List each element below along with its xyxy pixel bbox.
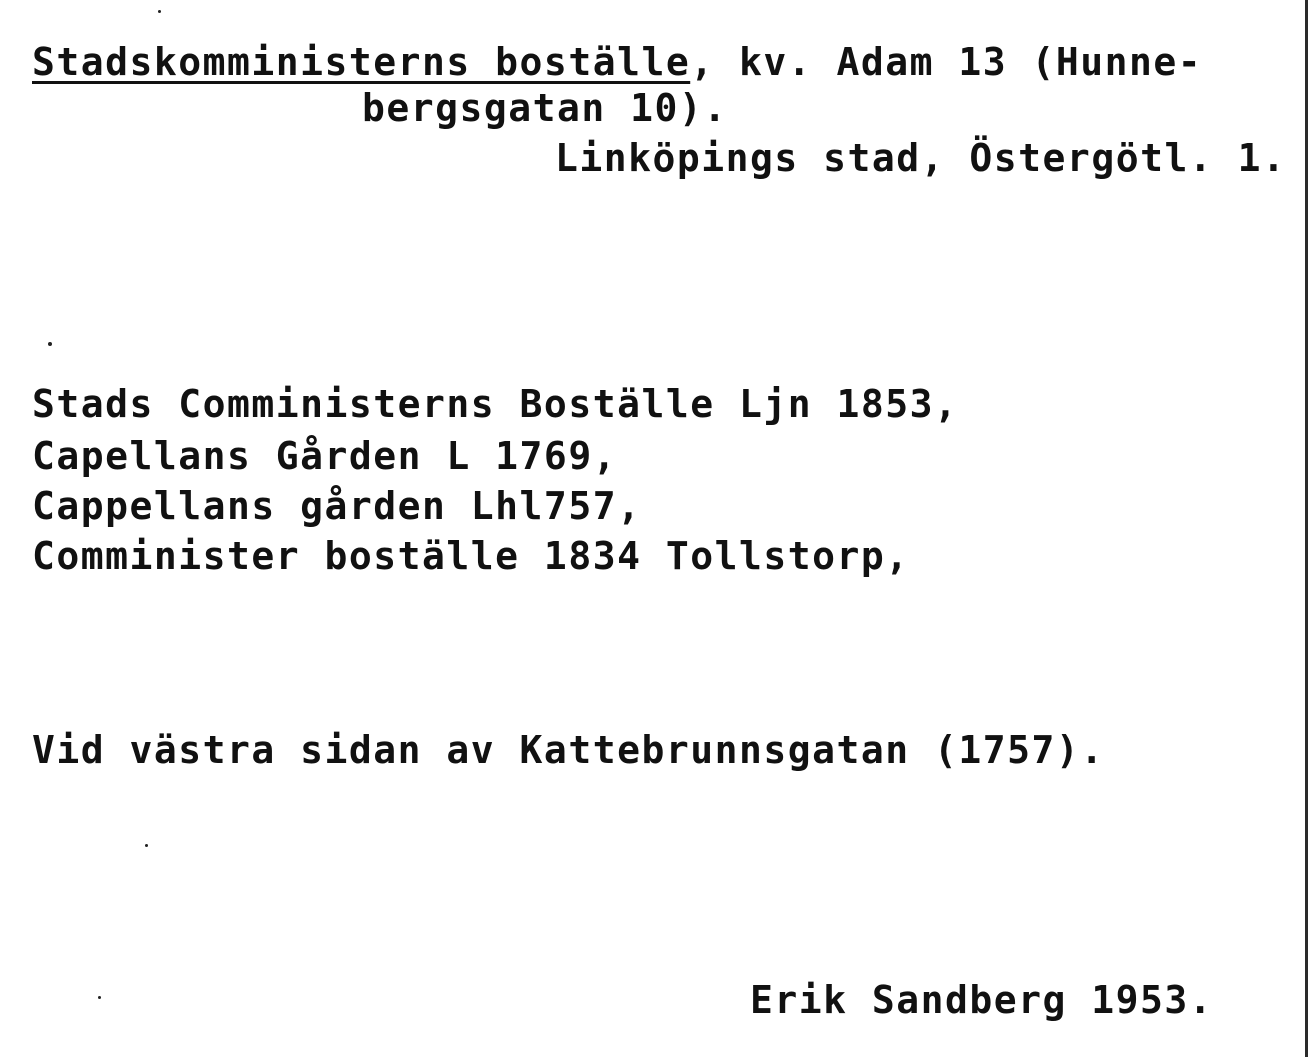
paper-speck: [48, 342, 52, 346]
card-title-rest: , kv. Adam 13 (Hunne-: [690, 40, 1203, 84]
entry-line: Stads Comministerns Boställe Ljn 1853,: [32, 382, 959, 426]
card-location: Linköpings stad, Östergötl. 1.: [555, 136, 1287, 180]
entry-line: Capellans Gården L 1769,: [32, 434, 618, 478]
card-note: Vid västra sidan av Kattebrunnsgatan (1757).: [32, 728, 1105, 772]
paper-speck: [158, 10, 161, 13]
paper-speck: [145, 844, 148, 847]
card-edge: [1305, 0, 1308, 1057]
entry-line: Comminister boställe 1834 Tollstorp,: [32, 534, 910, 578]
paper-speck: [98, 996, 101, 999]
entry-line: Cappellans gården Lhl757,: [32, 484, 642, 528]
card-title-line: [32, 40, 1202, 84]
card-title: Stadskomministerns boställe: [32, 40, 691, 84]
card-title-continuation: bergsgatan 10).: [362, 86, 728, 130]
card-signature: Erik Sandberg 1953.: [750, 978, 1214, 1022]
